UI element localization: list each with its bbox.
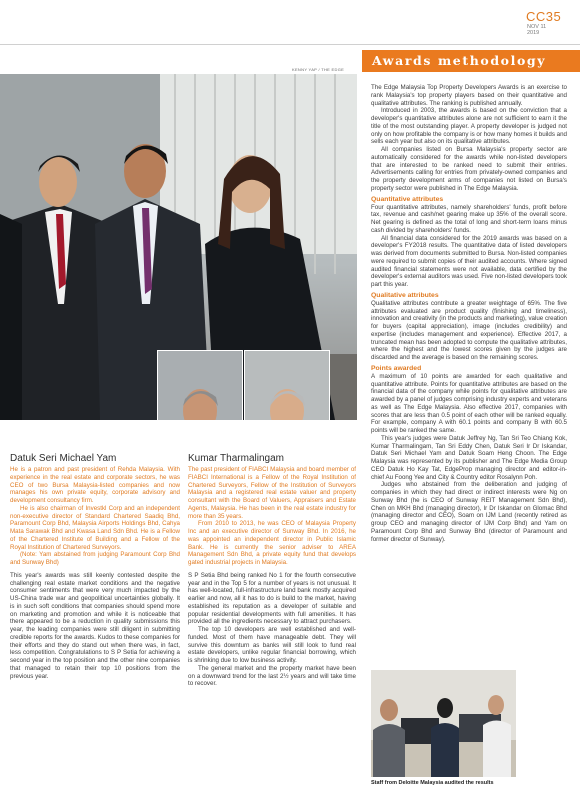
bio-paragraph: The past president of FIABCI Malaysia and board member of FIABCI International is a Fellow of the Royal Institution of Chartered Surveyors, Fellow of the Institution of Surveyors Malaysia and a registered real estate valuer and property consultant with the Board of Valuers, Appraisers and Estate Agents, Malaysia. He has been in the real estate industry for more than 35 years. <box>188 466 356 520</box>
photo-illustration <box>371 670 516 777</box>
quantitative-paragraph: All financial data considered for the 2019 awards was based on a developer's FY2018 results. The quantitative data of listed developers was derived from documents submitted to Bursa. Non-listed companies were required to submit copies of their audited accounts. Where signed audited financial statements were not available, data certified by the developer's external auditors was used. Five non-listed developers took part this year. <box>371 234 567 288</box>
bio-paragraph: From 2010 to 2013, he was CEO of Malaysia Property Inc and an executive director of Sunway Bhd. In 2016, he was appointed an independent director in Public Islamic Bank. He is currently the senior adviser to AREA Management Sdn Bhd, a private equity fund that develops gated industrial projects in Malaysia. <box>188 520 356 566</box>
inset-portrait-kumar <box>157 350 243 420</box>
portrait-illustration <box>158 351 242 420</box>
judge-name-yam: Datuk Seri Michael Yam <box>10 453 117 464</box>
page-number: CC35 <box>526 9 562 24</box>
bio-paragraph: He is a patron and past president of Rehda Malaysia. With experience in the real estate and corporate sectors, he was CEO of two Bursa Malaysia-listed companies and now manages his own private equity, corporate advisory and development consultancy firm. <box>10 466 180 504</box>
qualitative-paragraph: Qualitative attributes contribute a greater weightage of 65%. The five attributes evaluated are product quality (finishing and timeliness), innovation and creativity (in the products and marketing), value creation for buyers (capital appreciation), image (includes credibility) and expertise (includes management and experience). Effective 2017, a truncated mean has been adopted to compute the qualitative attributes, where the highest and the lowest scores given by the judges are discarded and the average is based on the remaining scores. <box>371 299 567 361</box>
section-heading-qualitative: Qualitative attributes <box>371 291 439 299</box>
bio-note: (Note: Yam abstained from judging Paramount Corp Bhd and Sunway Bhd) <box>10 551 180 566</box>
judge-comment: S P Setia Bhd being ranked No 1 for the fourth consecutive year and in the Top 5 for a number of years is not unusual. It has well-located, full-infrastructure land bank mostly acquired earlier and now, all it has to do is build to the market, having established its reputation as a developer of suitable and popular residential developments with full amenities. It has provided all the ingredients necessary to attract purchasers. <box>188 571 356 626</box>
inset-portrait-yam <box>244 350 330 420</box>
deloitte-staff-photo <box>371 670 516 777</box>
quantitative-paragraph: Four quantitative attributes, namely shareholders' funds, profit before tax, revenue and cash/net gearing make up 35% of the overall score. Net gearing is defined as the total of long and short-term loans minus cash divided by shareholders' funds. <box>371 203 567 234</box>
judge-bio-kumar <box>188 466 356 688</box>
portrait-illustration <box>245 351 329 420</box>
methodology-text <box>371 84 567 543</box>
intro-paragraph: All companies listed on Bursa Malaysia's property sector are automatically considered for the awards while non-listed developers that are interested to be ranked need to submit their entries. Advertisements calling for entries from privately-owned companies and the property development arms of companies not listed on Bursa's property sector were published in The Edge Malaysia. <box>371 146 567 192</box>
intro-paragraph: The Edge Malaysia Top Property Developers Awards is an exercise to rank Malaysia's top property players based on their quantitative and qualitative attributes. The ranking is published annually. <box>371 84 567 107</box>
edition-date <box>527 24 546 36</box>
judge-comment: This year's awards was still keenly contested despite the challenging real estate market conditions and the negative consumer sentiments that were very much impacted by the US-China trade war and geopolitical uncertainties globally. It is in such soft conditions that companies should spend more on marketing and promotion and while it is noticeable that there appeared to be a reduction in quality submissions this year, the leading companies were still diligent in submitting credible reports for the awards. Kudos to these companies for their efforts and they do stand out when there was, in fact, less competition. Congratulations to S P Setia for achieving a second year in the top position and the other nine companies that managed to retain their top 10 positions from the previous year. <box>10 571 180 680</box>
judge-bio-yam <box>10 466 180 680</box>
edition-month: NOV 11 <box>527 24 547 30</box>
judge-name-kumar: Kumar Tharmalingam <box>188 453 284 464</box>
bio-paragraph: He is also chairman of Investkl Corp and an independent non-executive director of Standard Chartered Saadiq Bhd, Paramount Corp Bhd, Malaysia Airports Holdings Bhd, Cahya Mata Sarawak Bhd and Kwasa Land Sdn Bhd. He is a Fellow of the Chartered Institute of Building and a Fellow of the Royal Institution of Chartered Surveyors. <box>10 504 180 551</box>
photo-credit: KENNY YAP / THE EDGE <box>292 67 345 72</box>
section-heading-quantitative: Quantitative attributes <box>371 195 444 203</box>
intro-paragraph: Introduced in 2003, the awards is based on the conviction that a developer's quantitative attributes alone are not sufficient to earn it the title of the most outstanding player. A property developer is judged not only on how profitable the company is or how many homes it builds and sells each year but also on its qualitative attributes. <box>371 107 567 146</box>
judge-comment: The general market and the property market have been on a downward trend for the last 2½ years and will take time to recover. <box>188 664 356 688</box>
points-paragraph: Judges who abstained from the deliberation and judging of companies in which they had direct or indirect interests were Ng on Sunway Bhd (he is CEO of Sunway REIT Management Sdn Bhd), Chen on MKH Bhd (managing director), Ir Dr Iskandar on Glomac Bhd (managing director and CEO), Soam on IJM Land (recently retired as group CEO and managing director of IJM Corp Bhd) and Yam on Paramount Corp Bhd and Sunway Bhd (director of Paramount and former director of Sunway). <box>371 481 567 543</box>
points-paragraph: A maximum of 10 points are awarded for each qualitative and quantitative attribute. Points for quantitative attributes are based on the financial data of the company while points for qualitative attributes are awarded by a panel of judges comprising industry experts and veterans as well as The Edge Malaysia. Also effective 2017, companies with scores that are less than 0.5 point of each other will be ranked equally. For example, company A with 60.1 points and company B with 60.5 points will be ranked the same. <box>371 372 567 434</box>
photo-caption: Staff from Deloitte Malaysia audited the results <box>371 780 494 786</box>
points-paragraph: This year's judges were Datuk Jeffrey Ng, Tan Sri Teo Chiang Kok, Kumar Tharmalingam, Tan Sri Eddy Chen, Datuk Seri Ir Dr Iskandar, Datuk Seri Michael Yam and Datuk Soam Heng Choon. The Edge Malaysia was represented by its publisher and The Edge Media Group CEO Datuk Ho Kay Tat, EdgeProp managing director and editor-in-chief Au Foong Yee and City & Country editor Rosalynn Poh. <box>371 434 567 481</box>
judge-comment: The top 10 developers are well established and well-funded. Most of them have manageable debt. They will survive this downturn as banks will still look to fund real estate developers, unlike regular financial borrowing, which is shrinking due to low business activity. <box>188 626 356 664</box>
edition-year: 2019 <box>527 30 540 36</box>
judges-group-photo <box>0 74 357 420</box>
header-divider <box>0 44 580 45</box>
section-banner: Awards methodology <box>362 50 580 72</box>
section-heading-points: Points awarded <box>371 364 422 372</box>
